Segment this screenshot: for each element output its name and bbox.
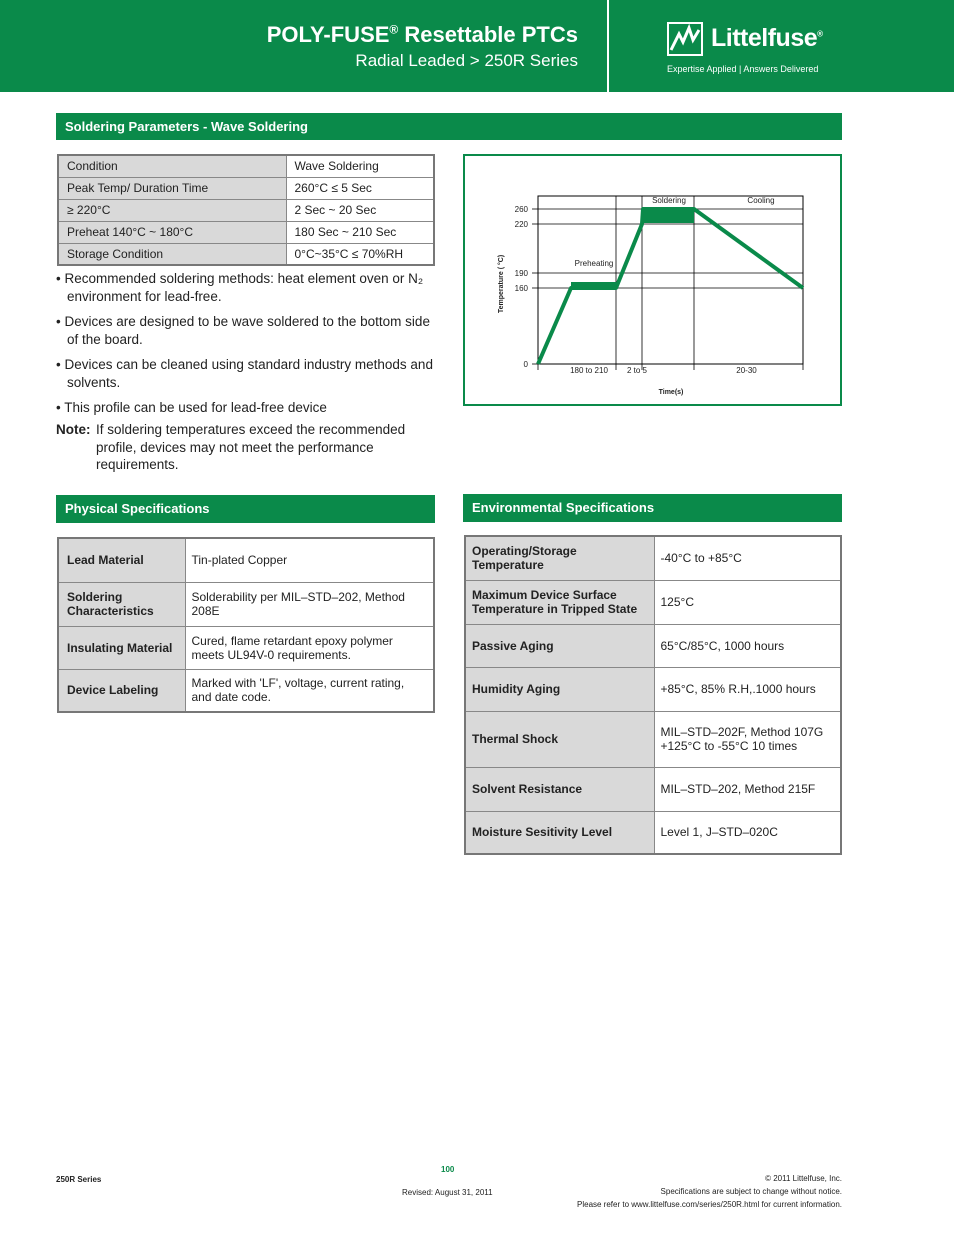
environmental-table bbox=[464, 535, 842, 855]
zone-label: Cooling bbox=[747, 196, 775, 205]
note-text: If soldering temperatures exceed the recommended profile, devices may not meet the performance requirements. bbox=[96, 422, 406, 472]
physical-row bbox=[58, 626, 434, 669]
environmental-label: Thermal Shock bbox=[465, 711, 654, 767]
environmental-value: 125°C bbox=[654, 580, 841, 624]
zone-label: Preheating bbox=[574, 259, 614, 268]
chart-svg bbox=[465, 156, 840, 404]
footer-legal: © 2011 Littelfuse, Inc. Specifications are subject to change without notice. Please refer to www.littelfuse.com/series/250R.html for current information. bbox=[577, 1174, 842, 1209]
soldering-table bbox=[57, 154, 435, 266]
physical-label: Soldering Characteristics bbox=[58, 582, 185, 626]
soldering-value: 2 Sec ~ 20 Sec bbox=[286, 199, 434, 221]
product-title: POLY-FUSE® Resettable PTCs bbox=[266, 22, 578, 47]
bullet-item: • This profile can be used for lead-free device bbox=[56, 400, 327, 415]
physical-value: Cured, flame retardant epoxy polymer meets UL94V-0 requirements. bbox=[185, 626, 434, 669]
soldering-heading: Soldering Parameters - Wave Soldering bbox=[56, 113, 842, 140]
page-header bbox=[0, 0, 954, 92]
soldering-value: 0°C~35°C ≤ 70%RH bbox=[286, 243, 434, 265]
environmental-row bbox=[465, 811, 841, 854]
soldering-label: Storage Condition bbox=[58, 243, 286, 265]
environmental-row bbox=[465, 536, 841, 580]
environmental-value: +85°C, 85% R.H,.1000 hours bbox=[654, 667, 841, 711]
revised-date: Revised: August 31, 2011 bbox=[402, 1188, 493, 1197]
y-tick-label: 0 bbox=[523, 360, 528, 369]
bullet-item: • Recommended soldering methods: heat element oven or N₂ environment for lead-free. bbox=[56, 271, 424, 304]
soldering-row bbox=[58, 177, 434, 199]
logo-mark-icon bbox=[667, 22, 703, 56]
physical-heading: Physical Specifications bbox=[56, 495, 435, 523]
soldering-row bbox=[58, 155, 434, 177]
littelfuse-logo: Littelfuse® Expertise Applied | Answers Delivered bbox=[667, 24, 823, 74]
soldering-label: Condition bbox=[58, 155, 286, 177]
x-segment-label: 2 to 5 bbox=[626, 366, 648, 375]
preheat-plateau bbox=[571, 282, 616, 290]
environmental-row bbox=[465, 624, 841, 667]
soldering-label: ≥ 220°C bbox=[58, 199, 286, 221]
note bbox=[56, 421, 434, 474]
environmental-row bbox=[465, 711, 841, 767]
soldering-label: Peak Temp/ Duration Time bbox=[58, 177, 286, 199]
physical-label: Insulating Material bbox=[58, 626, 185, 669]
x-axis-label: Time(s) bbox=[658, 389, 684, 396]
product-subtitle: Radial Leaded > 250R Series bbox=[355, 51, 578, 70]
environmental-label: Passive Aging bbox=[465, 624, 654, 667]
environmental-row bbox=[465, 580, 841, 624]
soldering-label: Preheat 140°C ~ 180°C bbox=[58, 221, 286, 243]
environmental-label: Operating/Storage Temperature bbox=[465, 536, 654, 580]
environmental-value: Level 1, J–STD–020C bbox=[654, 811, 841, 854]
soldering-row bbox=[58, 243, 434, 265]
peak-plateau bbox=[643, 208, 694, 223]
soldering-row bbox=[58, 221, 434, 243]
environmental-heading: Environmental Specifications bbox=[463, 494, 842, 522]
environmental-label: Maximum Device Surface Temperature in Tripped State bbox=[465, 580, 654, 624]
y-tick-label: 260 bbox=[514, 205, 528, 214]
environmental-label: Moisture Sesitivity Level bbox=[465, 811, 654, 854]
y-tick-label: 190 bbox=[514, 269, 528, 278]
soldering-value: Wave Soldering bbox=[286, 155, 434, 177]
environmental-value: MIL–STD–202F, Method 107G +125°C to -55°C 10 times bbox=[654, 711, 841, 767]
tagline: Expertise Applied | Answers Delivered bbox=[667, 64, 819, 74]
y-axis-label: Temperature ( °C) bbox=[498, 254, 505, 314]
environmental-value: MIL–STD–202, Method 215F bbox=[654, 767, 841, 811]
note-label: Note: bbox=[56, 422, 91, 437]
bullet-item: • Devices can be cleaned using standard industry methods and solvents. bbox=[56, 357, 433, 390]
physical-row bbox=[58, 538, 434, 582]
environmental-label: Humidity Aging bbox=[465, 667, 654, 711]
environmental-row bbox=[465, 667, 841, 711]
environmental-label: Solvent Resistance bbox=[465, 767, 654, 811]
physical-value: Tin-plated Copper bbox=[185, 538, 434, 582]
soldering-notes bbox=[56, 270, 436, 425]
zone-label: Soldering bbox=[652, 196, 686, 205]
x-segment-label: 180 to 210 bbox=[570, 366, 608, 375]
physical-value: Solderability per MIL–STD–202, Method 208E bbox=[185, 582, 434, 626]
soldering-value: 180 Sec ~ 210 Sec bbox=[286, 221, 434, 243]
physical-value: Marked with 'LF', voltage, current rating, and date code. bbox=[185, 669, 434, 712]
environmental-value: -40°C to +85°C bbox=[654, 536, 841, 580]
soldering-profile-chart bbox=[463, 154, 842, 406]
physical-row bbox=[58, 582, 434, 626]
header-divider bbox=[607, 0, 609, 92]
physical-label: Lead Material bbox=[58, 538, 185, 582]
physical-table bbox=[57, 537, 435, 713]
soldering-value: 260°C ≤ 5 Sec bbox=[286, 177, 434, 199]
bullet-item: • Devices are designed to be wave soldered to the bottom side of the board. bbox=[56, 314, 430, 347]
environmental-value: 65°C/85°C, 1000 hours bbox=[654, 624, 841, 667]
y-tick-label: 160 bbox=[514, 284, 528, 293]
x-segment-label: 20-30 bbox=[736, 366, 757, 375]
soldering-row bbox=[58, 199, 434, 221]
physical-row bbox=[58, 669, 434, 712]
page-number: 100 bbox=[441, 1165, 455, 1174]
physical-label: Device Labeling bbox=[58, 669, 185, 712]
environmental-row bbox=[465, 767, 841, 811]
y-tick-label: 220 bbox=[514, 220, 528, 229]
footer-series: 250R Series bbox=[56, 1175, 102, 1184]
